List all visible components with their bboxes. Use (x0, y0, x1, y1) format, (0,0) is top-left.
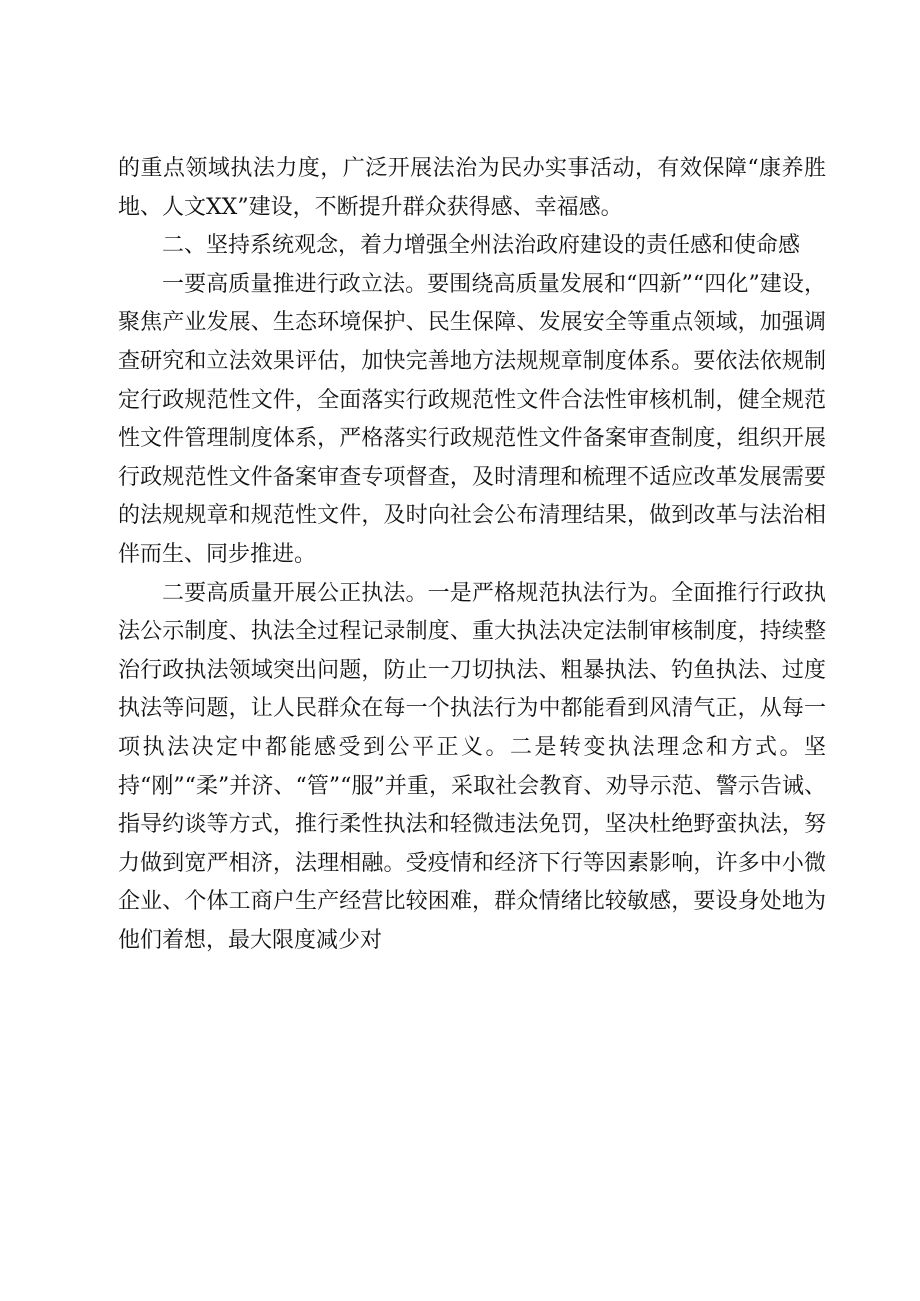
paragraph-legislation: 一要高质量推进行政立法。要围绕高质量发展和“四新”“四化”建设，聚焦产业发展、生态环境保护、民生保障、发展安全等重点领域，加强调查研究和立法效果评估，加快完善地方法规规章制度体系。要依法依规制定行政规范性文件，全面落实行政规范性文件合法性审核机制，健全规范性文件管理制度体系，严格落实行政规范性文件备案审查制度，组织开展行政规范性文件备案审查专项督查，及时清理和梳理不适应改革发展需要的法规规章和规范性文件，及时向社会公布清理结果，做到改革与法治相伴而生、同步推进。 (118, 271, 826, 567)
paragraph-law-enforcement: 二要高质量开展公正执法。一是严格规范执法行为。全面推行行政执法公示制度、执法全过程记录制度、重大执法决定法制审核制度，持续整治行政执法领域突出问题，防止一刀切执法、粗暴执法、钓鱼执法、过度执法等问题，让人民群众在每一个执法行为中都能看到风清气正，从每一项执法决定中都能感受到公平正义。二是转变执法理念和方式。坚持“刚”“柔”并济、“管”“服”并重，采取社会教育、劝导示范、警示告诫、指导约谈等方式，推行柔性执法和轻微违法免罚，坚决杜绝野蛮执法，努力做到宽严相济，法理相融。受疫情和经济下行等因素影响，许多中小微企业、个体工商户生产经营比较困难，群众情绪比较敏感，要设身处地为他们着想，最大限度减少对 (118, 580, 826, 953)
paragraph-continuation: 的重点领域执法力度，广泛开展法治为民办实事活动，有效保障“康养胜地、人文XX”建设，不断提升群众获得感、幸福感。 (118, 156, 826, 220)
document-page (118, 150, 826, 960)
section-heading: 二、坚持系统观念，着力增强全州法治政府建设的责任感和使命感 (162, 233, 801, 259)
